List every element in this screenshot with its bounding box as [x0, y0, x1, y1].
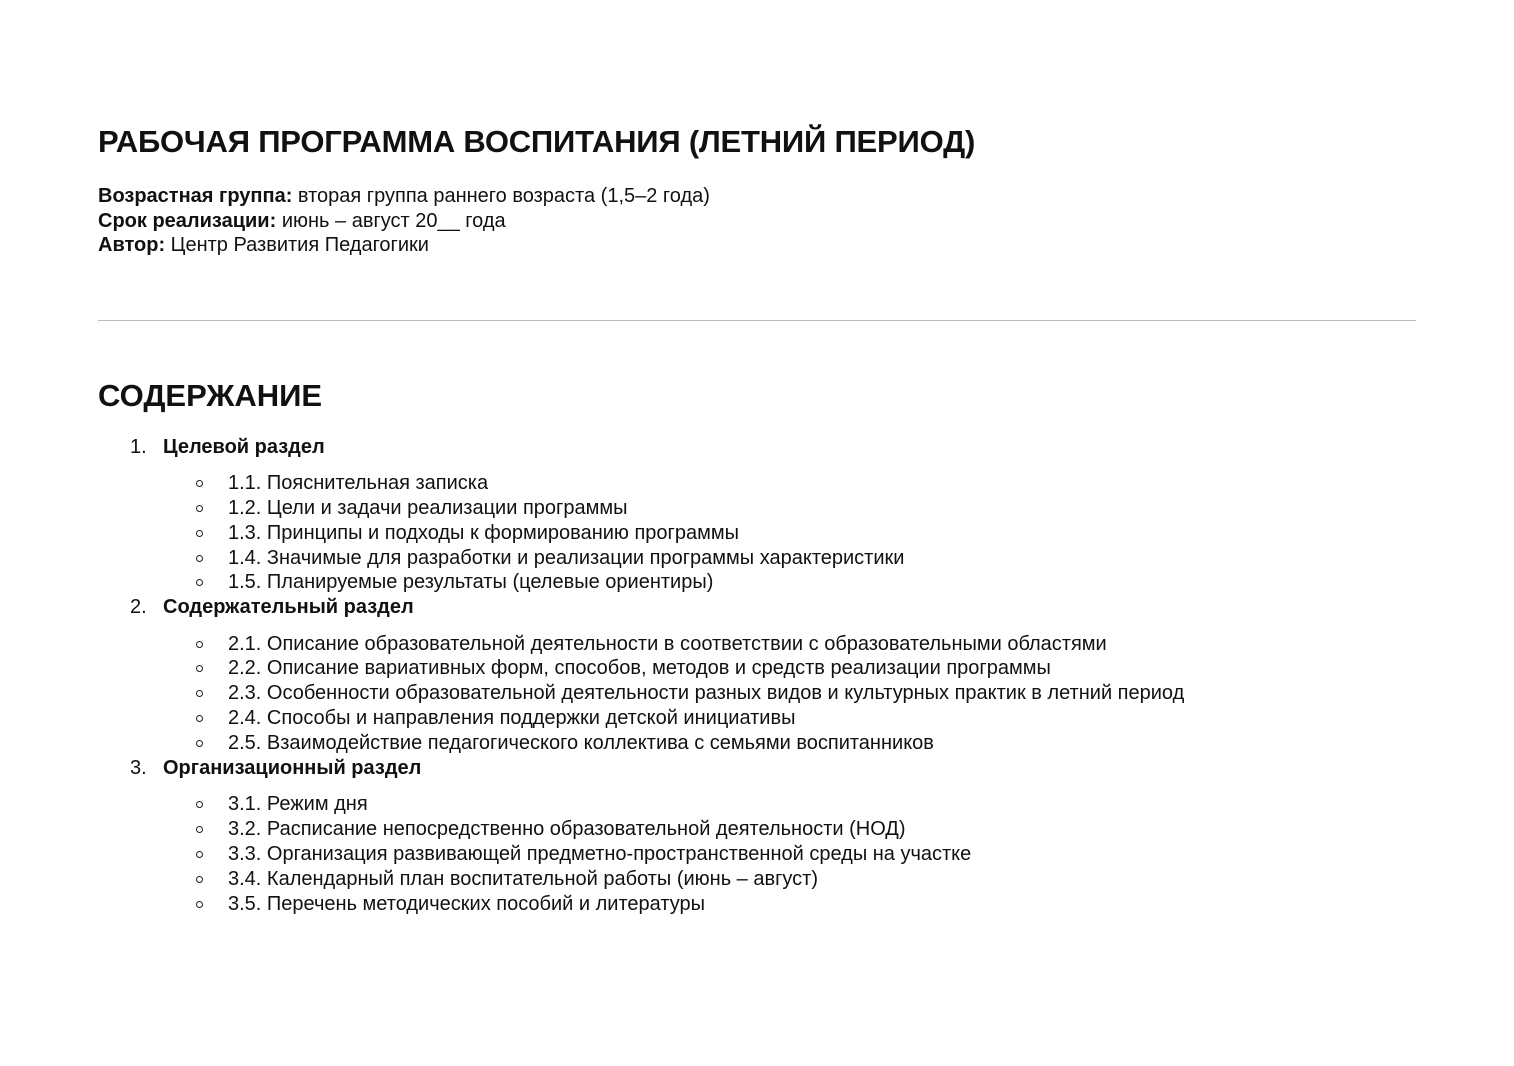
meta-value: вторая группа раннего возраста (1,5–2 года) [292, 185, 710, 207]
toc-item-text: 2.3. Особенности образовательной деятельности разных видов и культурных практик в летний период [228, 682, 1185, 704]
horizontal-divider [98, 320, 1416, 321]
toc-item-text: 3.3. Организация развивающей предметно-пространственной среды на участке [228, 843, 972, 865]
toc-title: СОДЕРЖАНИЕ [98, 378, 323, 413]
toc-item-text: 2.2. Описание вариативных форм, способов, методов и средств реализации программы [228, 657, 1051, 679]
hollow-bullet-icon [196, 826, 203, 833]
toc-item-text: 1.1. Пояснительная записка [228, 472, 489, 494]
hollow-bullet-icon [196, 665, 203, 672]
toc-item-text: 3.5. Перечень методических пособий и литературы [228, 893, 706, 915]
hollow-bullet-icon [196, 530, 203, 537]
hollow-bullet-icon [196, 715, 203, 722]
meta-age-group [98, 184, 710, 209]
hollow-bullet-icon [196, 641, 203, 648]
toc-item-text: 1.3. Принципы и подходы к формированию программы [228, 522, 739, 544]
hollow-bullet-icon [196, 579, 203, 586]
section-number: 2. [130, 596, 147, 618]
toc-item-text: 3.1. Режим дня [228, 793, 368, 815]
toc-item-text: 1.4. Значимые для разработки и реализации программы характеристики [228, 547, 905, 569]
meta-label: Автор: [98, 234, 166, 256]
hollow-bullet-icon [196, 480, 203, 487]
toc-item-text: 3.4. Календарный план воспитательной работы (июнь – август) [228, 868, 818, 890]
toc-item-text: 2.4. Способы и направления поддержки детской инициативы [228, 707, 796, 729]
toc-item-text: 2.5. Взаимодействие педагогического коллектива с семьями воспитанников [228, 732, 934, 754]
meta-author [98, 233, 710, 258]
section-number: 3. [130, 757, 147, 779]
hollow-bullet-icon [196, 555, 203, 562]
hollow-bullet-icon [196, 901, 203, 908]
meta-value: июнь – август 20__ года [276, 209, 506, 232]
meta-period [98, 209, 710, 234]
hollow-bullet-icon [196, 740, 203, 747]
document-title: РАБОЧАЯ ПРОГРАММА ВОСПИТАНИЯ (ЛЕТНИЙ ПЕРИОД) [98, 124, 976, 159]
meta-label: Срок реализации: [98, 209, 277, 232]
toc-item-text: 1.2. Цели и задачи реализации программы [228, 497, 628, 519]
section-label: Целевой раздел [163, 436, 325, 458]
section-number: 1. [130, 436, 147, 458]
hollow-bullet-icon [196, 851, 203, 858]
hollow-bullet-icon [196, 876, 203, 883]
document-meta [98, 184, 710, 258]
toc-item-text: 2.1. Описание образовательной деятельности в соответствии с образовательными областями [228, 633, 1107, 655]
meta-value: Центр Развития Педагогики [165, 234, 429, 256]
meta-label: Возрастная группа: [98, 185, 293, 207]
hollow-bullet-icon [196, 505, 203, 512]
toc-item-text: 3.2. Расписание непосредственно образовательной деятельности (НОД) [228, 818, 906, 840]
section-label: Организационный раздел [163, 757, 422, 779]
section-label: Содержательный раздел [163, 596, 414, 618]
toc-item-text: 1.5. Планируемые результаты (целевые ориентиры) [228, 571, 714, 593]
hollow-bullet-icon [196, 801, 203, 808]
hollow-bullet-icon [196, 690, 203, 697]
